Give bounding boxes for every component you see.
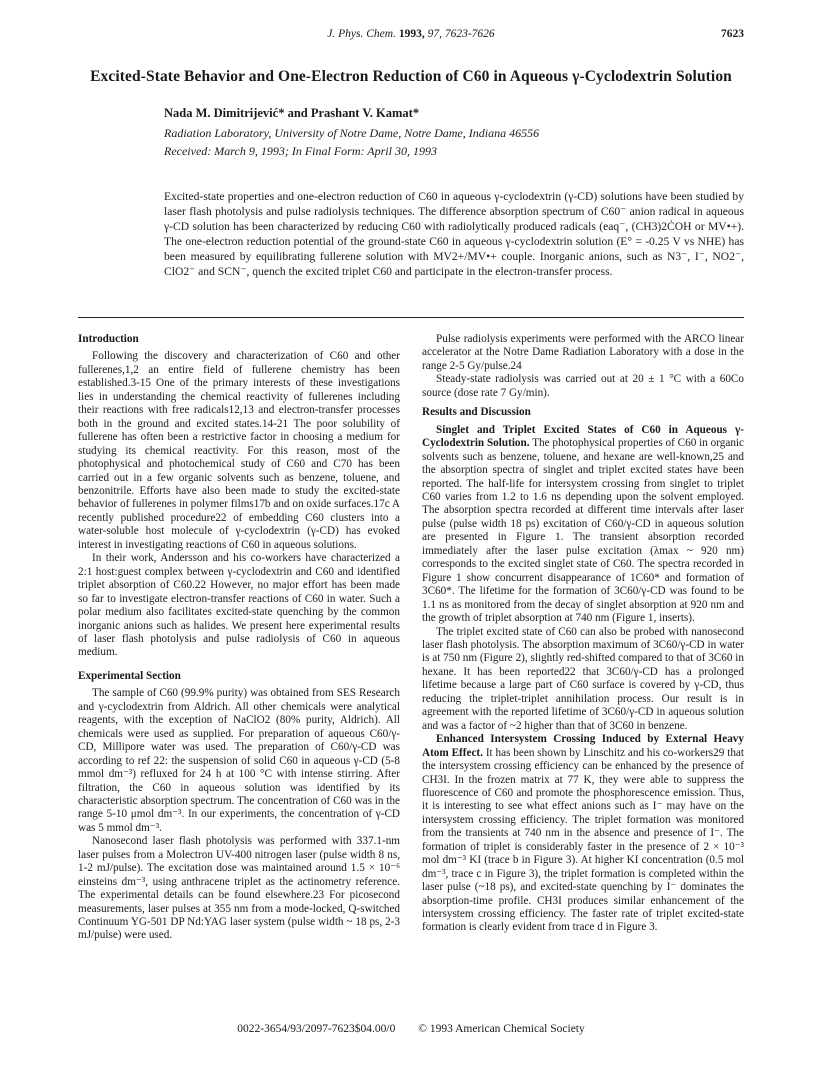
results-paragraph-1 <box>422 424 744 626</box>
results-paragraph-3 <box>422 733 744 935</box>
paper-title: Excited-State Behavior and One-Electron Reduction of C60 in Aqueous γ-Cyclodextrin Solution <box>90 68 732 85</box>
right-column <box>422 333 744 935</box>
affiliation: Radiation Laboratory, University of Notre Dame, Notre Dame, Indiana 46556 <box>164 126 540 140</box>
introduction-heading: Introduction <box>78 333 139 345</box>
experimental-paragraph-2: Nanosecond laser flash photolysis was performed with 337.1-nm laser pulses from a Molectron UV-400 nitrogen laser (pulse width 8 ns, 1-2 mJ/pulse). The excitation dose was maintained around 1.5 × 10⁻⁶ einsteins dm⁻³, using anthracene triplet as the actinometry reference. The experimental details can be found elsewhere.23 For picosecond measurements, laser pulses at 355 nm from a mode-locked, Q-switched Continuum YG-501 DP Nd:YAG laser system (pulse width ~ 18 ps, 2-3 mJ/pulse) were used. <box>78 835 400 942</box>
intro-paragraph-2: In their work, Andersson and his co-workers have characterized a 2:1 host:guest complex between γ-cyclodextrin and C60 and identified triplet absorption of C60.22 However, no major effort has been made so far to investigate electron-transfer reactions of C60 in water. Such a polar medium also facilitates excited-state quenching by the common inorganic anions such as halides. We present here experimental results of laser flash photolysis and pulse radiolysis of C60 in aqueous medium. <box>78 552 400 659</box>
results-paragraph-2: The triplet excited state of C60 can also be probed with nanosecond laser flash photolysis. The absorption maximum of 3C60/γ-CD in water is at 750 nm (Figure 2), slightly red-shifted compared to that of 3C60 in hexane. It has been reported22 that 3C60/γ-CD has a prolonged lifetime because a large part of C60 surface is covered by γ-CD, thus reducing the triplet-triplet annihilation process. Our result is in agreement with the reported lifetime of 3C60/γ-CD in aqueous solution and was a factor of ~2 higher than that of 3C60 in benzene. <box>422 625 744 732</box>
page-footer <box>78 1023 744 1035</box>
running-header <box>78 28 744 44</box>
journal-pages: 7623-7626 <box>444 28 495 40</box>
left-column <box>78 333 400 943</box>
journal-volume: 97, <box>427 28 442 40</box>
page-number: 7623 <box>721 28 744 40</box>
results-run-in-heading-2: Enhanced Intersystem Crossing Induced by External Heavy Atom Effect. <box>422 733 744 759</box>
section-divider <box>78 317 744 318</box>
journal-citation <box>78 28 744 40</box>
results-text-3: It has been shown by Linschitz and his co-workers29 that the intersystem crossing efficiency can be enhanced by the presence of CH3I. In the frozen matrix at 77 K, they were able to suppress the fluorescence of C60 and promote the phosphorescence emission. Thus, it is interesting to see what effect anions such as I⁻ may have on the intersystem crossing efficiency. The triplet formation was monitored from the transients at 740 nm in the absence and presence of I⁻. The formation of triplet is considerably faster in the presence of 2 × 10⁻³ mol dm⁻³ KI (trace b in Figure 3). At higher KI concentration (0.5 mol dm⁻³, trace c in Figure 3), the triplet formation is completed within the laser pulse (~18 ps), and excited-state quenching by I⁻ dominates the absorption-time profile. CH3I produces similar enhancement of the intersystem crossing efficiency. The faster rate of triplet excited-state formation is clearly evident from trace d in Figure 3. <box>422 746 744 934</box>
steady-state-paragraph: Steady-state radiolysis was carried out at 20 ± 1 °C with a 60Co source (dose rate 7 Gy/min). <box>422 373 744 399</box>
results-heading: Results and Discussion <box>422 406 531 419</box>
experimental-heading: Experimental Section <box>78 669 181 682</box>
journal-year: 1993, <box>398 28 425 40</box>
authors: Nada M. Dimitrijević* and Prashant V. Kamat* <box>164 106 420 120</box>
results-text-1: The photophysical properties of C60 in organic solvents such as benzene, toluene, and hexane are well-known,25 and the absorption spectra of singlet and triplet excited states have been reported. The half-life for intersystem crossing from singlet to triplet C60 varies from 1.2 to 1.6 ns depending upon the solvent employed. The absorption spectra recorded at different time intervals after laser pulse (pulse width 18 ps) excitation of C60/γ-CD in aqueous solution are presented in Figure 1. The transient absorption recorded immediately after the laser pulse excitation (λmax ~ 920 nm) corresponds to the excited singlet state of C60. The spectra recorded in Figure 1 show concurrent disappearance of 1C60* and formation of 3C60*. The lifetime for the formation of 3C60/γ-CD was found to be 1.1 ns as monitored from the decay of singlet absorption at 920 nm and the growth of triplet absorption at 740 nm (Figure 1, inserts). <box>422 437 744 625</box>
journal-name: J. Phys. Chem. <box>327 28 396 40</box>
abstract: Excited-state properties and one-electron reduction of C60 in aqueous γ-cyclodextrin (γ-CD) solutions have been studied by laser flash photolysis and pulse radiolysis techniques. The difference absorption spectrum of C60⁻ anion radical in aqueous γ-CD solution has been characterized by reducing C60 with radiolytically produced radicals (eaq⁻, (CH3)2ĊOH or MV•+). The one-electron reduction potential of the ground-state C60 in aqueous γ-cyclodextrin solution (E° = -0.25 V vs NHE) has been measured by equilibrating fullerene solution with MV2+/MV•+ couple. Inorganic anions, such as N3⁻, I⁻, NO2⁻, ClO2⁻ and SCN⁻, quench the excited triplet C60 and participate in the electron-transfer process. <box>164 190 744 278</box>
experimental-paragraph-1: The sample of C60 (99.9% purity) was obtained from SES Research and γ-cyclodextrin from Aldrich. All other chemicals were analytical reagents, with the exception of NaClO2 (80% purity, Aldrich). All chemicals were used as supplied. For preparation of aqueous C60/γ-CD, Millipore water was used. The preparation of C60/γ-CD was according to ref 22: the suspension of solid C60 in aqueous γ-CD (5-8 mmol dm⁻³) refluxed for 24 h at 100 °C with intense stirring. After filtration, the C60 in aqueous solution was identified by its characteristic absorption spectrum. The concentration of C60 was in the range 5-10 μmol dm⁻³. In our experiments, the concentration of γ-CD was 5 mmol dm⁻³. <box>78 687 400 834</box>
intro-paragraph-1: Following the discovery and characterization of C60 and other fullerenes,1,2 an entire field of fullerene chemistry has been established.3-15 One of the primary interests of these investigations lies in understanding the chemical reactivity of fullerenes including their reactions with free radicals12,13 and electron-transfer processes both in the ground and excited states.14-21 The poor solubility of fullerene has often been a restrictive factor in choosing a medium for studying its chemical reactivity. For this reason, most of the photophysical and photochemical study of C60 and C70 has been carried out in a few organic solvents such as benzene, toluene, and benzonitrile. Efforts have also been made to study the excited-state behavior of fullerenes in polymer films17b and on oxide surfaces.17c A recently published procedure22 of embedding C60 clusters into a water-soluble host molecule of γ-cyclodextrin (γ-CD) has evoked interest in investigating reactions of C60 in aqueous solutions. <box>78 350 400 551</box>
pulse-radiolysis-paragraph: Pulse radiolysis experiments were performed with the ARCO linear accelerator at the Notre Dame Radiation Laboratory with a dose in the range 2-5 Gy/pulse.24 <box>422 333 744 372</box>
copyright-notice: © 1993 American Chemical Society <box>418 1023 585 1035</box>
article-code: 0022-3654/93/2097-7623$04.00/0 <box>237 1023 396 1035</box>
results-run-in-heading-1: Singlet and Triplet Excited States of C60 in Aqueous γ-Cyclodextrin Solution. <box>422 423 744 450</box>
received-dates: Received: March 9, 1993; In Final Form: April 30, 1993 <box>164 144 437 158</box>
